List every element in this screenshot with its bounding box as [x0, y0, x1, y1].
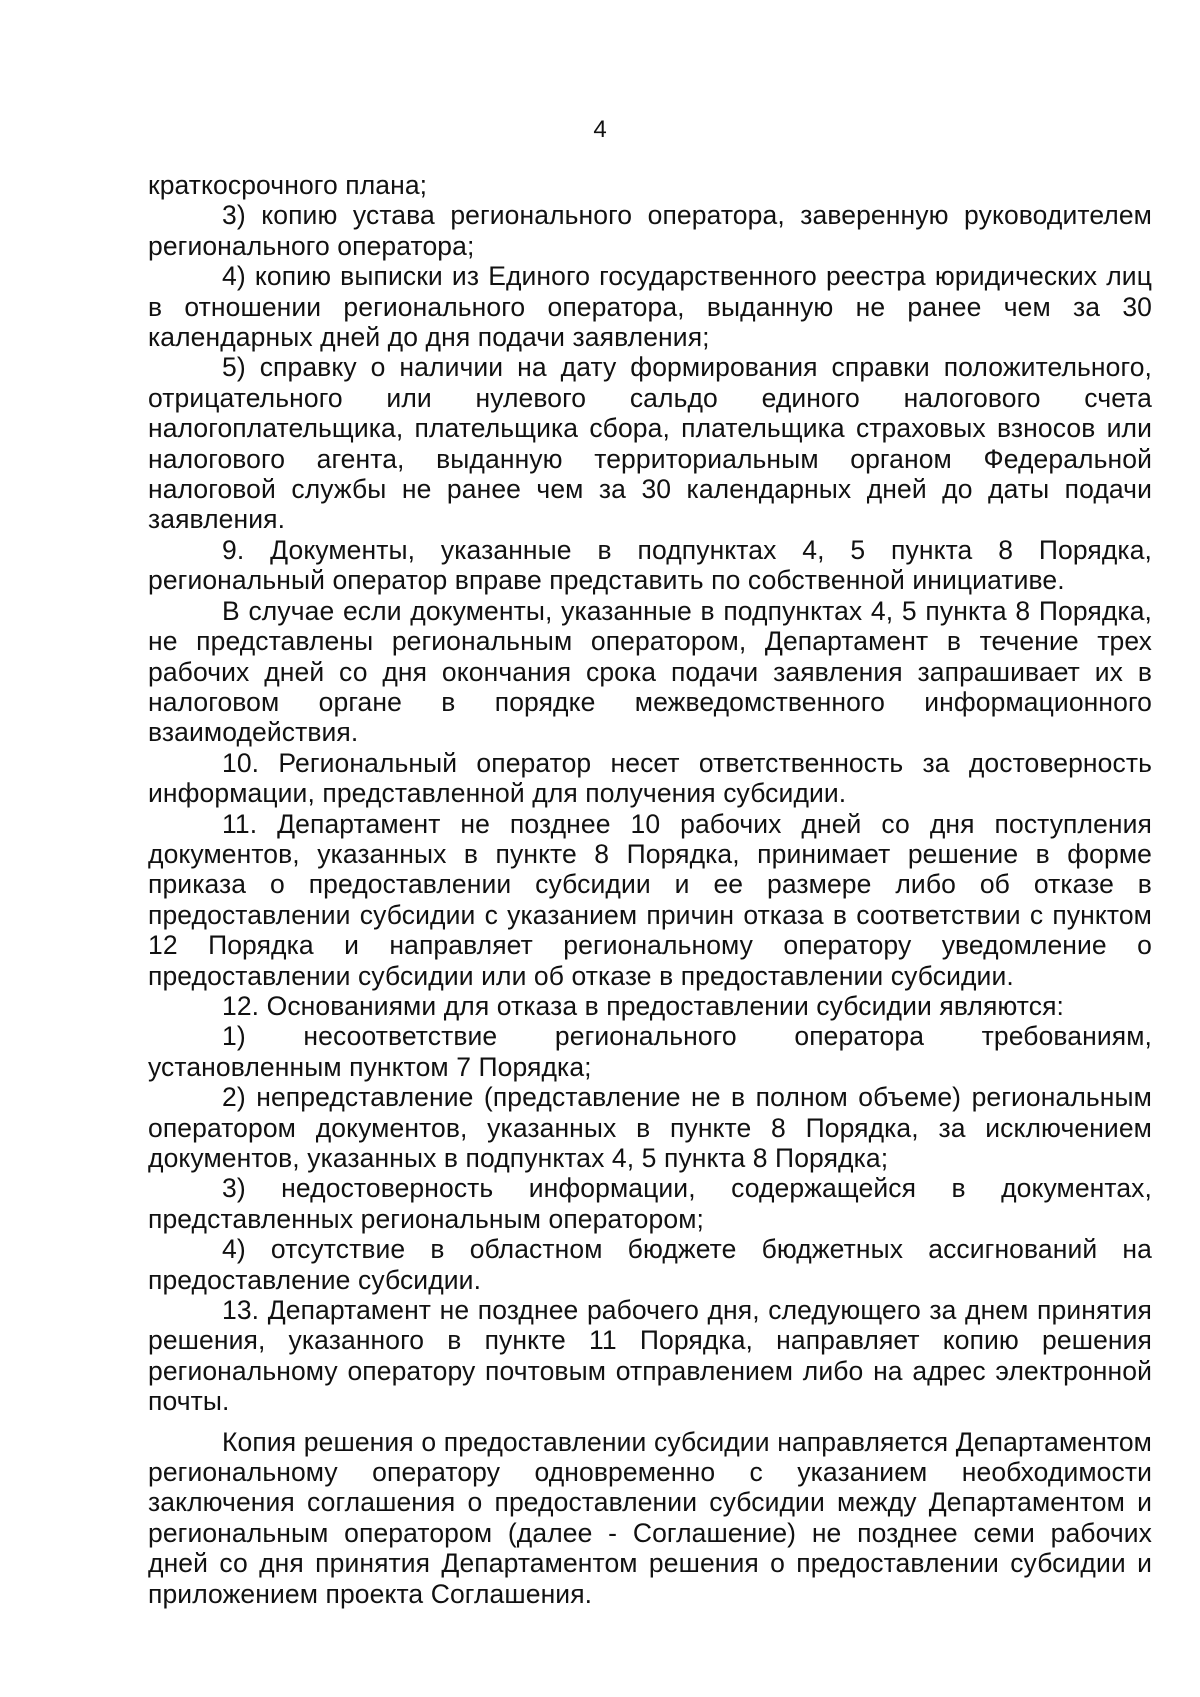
paragraph-clause-9-case: В случае если документы, указанные в подпунктах 4, 5 пункта 8 Порядка, не представлены региональным оператором, Департамент в течение трех рабочих дней со дня окончания срока подачи заявления запрашивает их в налоговом органе в порядке межведомственного информационного взаимодействия. [148, 595, 1152, 748]
paragraph-clause-12: 12. Основаниями для отказа в предоставлении субсидии являются: [222, 990, 1064, 1021]
paragraph-item-5: 5) справку о наличии на дату формирования справки положительного, отрицательного или нулевого сальдо единого налогового счета налогоплательщика, плательщика сбора, плательщика страховых взносов или налогового агента, выданную территориальным органом Федеральной налоговой службы не ранее чем за 30 календарных дней до даты подачи заявления. [148, 352, 1152, 535]
paragraph-clause-10: 10. Региональный оператор несет ответственность за достоверность информации, представленной для получения субсидии. [148, 747, 1152, 809]
document-body [148, 170, 1152, 1609]
paragraph-clause-13-copy: Копия решения о предоставлении субсидии направляется Департаментом региональному оператору одновременно с указанием необходимости заключения соглашения о предоставлении субсидии между Департаментом и региональным оператором (далее - Соглашение) не позднее семи рабочих дней со дня принятия Департаментом решения о предоставлении субсидии и приложением проекта Соглашения. [148, 1426, 1152, 1609]
paragraph-clause-12-item-2: 2) непредставление (представление не в полном объеме) региональным оператором документов, указанных в пункте 8 Порядка, за исключением документов, указанных в подпунктах 4, 5 пункта 8 Порядка; [148, 1082, 1152, 1173]
paragraph-clause-9: 9. Документы, указанные в подпунктах 4, 5 пункта 8 Порядка, региональный оператор вправе представить по собственной инициативе. [148, 534, 1152, 596]
paragraph-item-3: 3) копию устава регионального оператора, заверенную руководителем регионального оператора; [148, 200, 1152, 261]
paragraph-clause-13: 13. Департамент не позднее рабочего дня, следующего за днем принятия решения, указанного в пункте 11 Порядка, направляет копию решения региональному оператору почтовым отправлением либо на адрес электронной почты. [148, 1295, 1152, 1417]
paragraph-continuation: краткосрочного плана; [148, 170, 428, 200]
paragraph-item-4: 4) копию выписки из Единого государственного реестра юридических лиц в отношении регионального оператора, выданную не ранее чем за 30 календарных дней до дня подачи заявления; [148, 261, 1152, 353]
page-number: 4 [593, 116, 607, 143]
paragraph-clause-11: 11. Департамент не позднее 10 рабочих дней со дня поступления документов, указанных в пункте 8 Порядка, принимает решение в форме приказа о предоставлении субсидии и ее размере либо об отказе в предоставлении субсидии с указанием причин отказа в соответствии с пунктом 12 Порядка и направляет региональному оператору уведомление о предоставлении субсидии или об отказе в предоставлении субсидии. [148, 808, 1152, 991]
paragraph-clause-12-item-1: 1) несоответствие регионального оператора требованиям, установленным пунктом 7 Порядка; [148, 1021, 1152, 1082]
paragraph-clause-12-item-4: 4) отсутствие в областном бюджете бюджетных ассигнований на предоставление субсидии. [148, 1234, 1152, 1295]
paragraph-clause-12-item-3: 3) недостоверность информации, содержащейся в документах, представленных региональным оператором; [148, 1173, 1152, 1234]
